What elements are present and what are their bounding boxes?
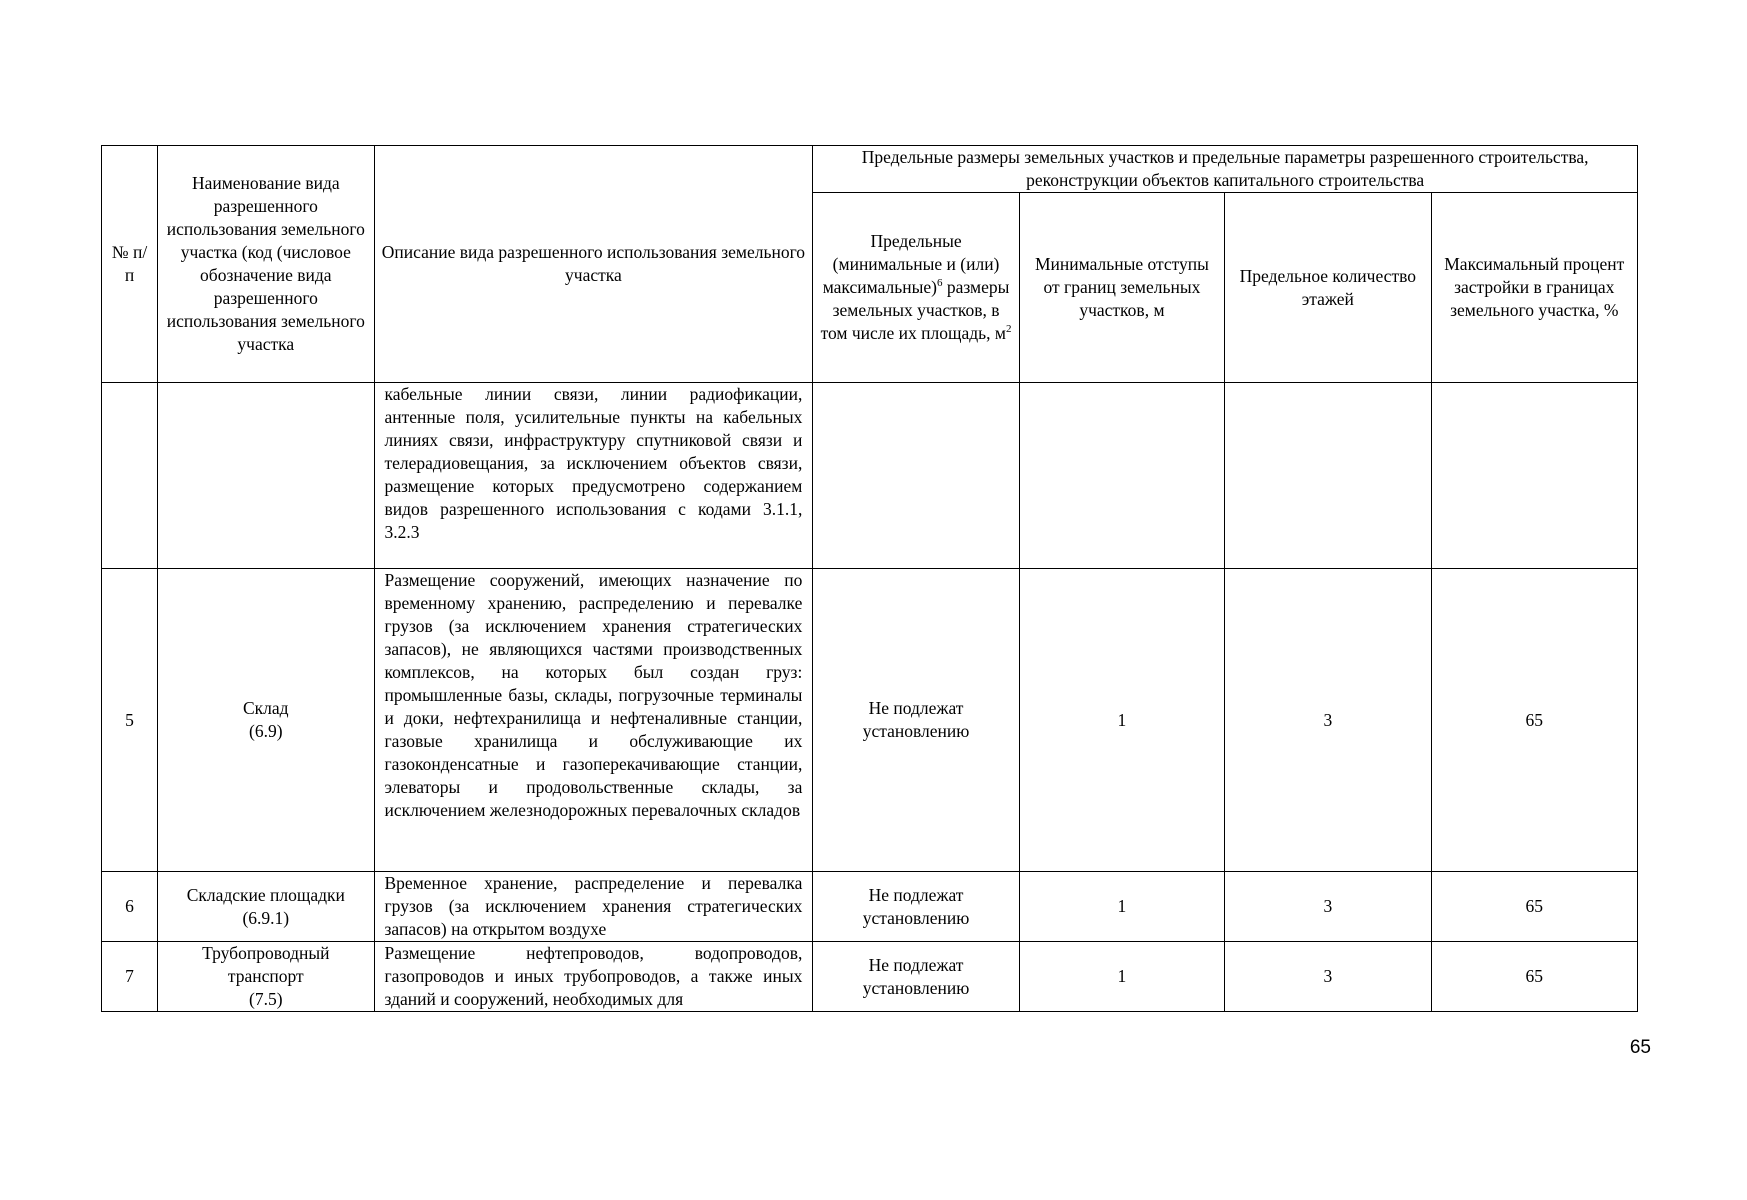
row-name bbox=[158, 872, 374, 942]
row-name bbox=[158, 383, 374, 569]
row-name bbox=[158, 569, 374, 872]
header-number: № п/п bbox=[102, 146, 158, 383]
header-size-rest: размеры земельных участков, в том числе их площадь, м bbox=[820, 277, 1010, 343]
table-row bbox=[102, 383, 1638, 569]
row-setback: 1 bbox=[1019, 872, 1224, 942]
row-description: Размещение нефтепроводов, водопроводов, газопроводов и иных трубопроводов, а также иных зданий и сооружений, необходимых для bbox=[374, 942, 813, 1012]
header-name: Наименование вида разрешенного использования земельного участка (код (числовое обозначение вида разрешенного использования земельного участка bbox=[158, 146, 374, 383]
row-name-text: Трубопроводный транспорт bbox=[202, 943, 330, 986]
row-number: 5 bbox=[102, 569, 158, 872]
row-floors: 3 bbox=[1225, 872, 1431, 942]
header-size-unit-power: 2 bbox=[1005, 323, 1012, 336]
row-setback bbox=[1019, 383, 1224, 569]
table-row bbox=[102, 872, 1638, 942]
row-number: 7 bbox=[102, 942, 158, 1012]
row-number bbox=[102, 383, 158, 569]
row-number: 6 bbox=[102, 872, 158, 942]
header-floors: Предельное количество этажей bbox=[1225, 193, 1431, 383]
row-size: Не подлежат установлению bbox=[813, 942, 1019, 1012]
header-row-top bbox=[102, 146, 1638, 193]
land-use-regulations-table bbox=[101, 145, 1638, 1012]
row-description: Размещение сооружений, имеющих назначение по временному хранению, распределению и перевалке грузов (за исключением хранения стратегических запасов), не являющихся частями производственных комплексов, на которых был создан груз: промышленные базы, склады, погрузочные терминалы и доки, нефтехранилища и нефтеналивные станции, газовые хранилища и обслуживающие их газоконденсатные и газоперекачивающие станции, элеваторы и продовольственные склады, за исключением железнодорожных перевалочных складов bbox=[374, 569, 813, 872]
row-floors: 3 bbox=[1225, 942, 1431, 1012]
table-row bbox=[102, 569, 1638, 872]
row-description: Временное хранение, распределение и перевалка грузов (за исключением хранения стратегических запасов) на открытом воздухе bbox=[374, 872, 813, 942]
row-name-text: Складские площадки bbox=[186, 884, 345, 905]
row-description: кабельные линии связи, линии радиофикации, антенные поля, усилительные пункты на кабельных линиях связи, инфраструктуру спутниковой связи и телерадиовещания, за исключением объектов связи, размещение которых предусмотрено содержанием видов разрешенного использования с кодами 3.1.1, 3.2.3 bbox=[374, 383, 813, 569]
row-floors: 3 bbox=[1225, 569, 1431, 872]
row-coverage bbox=[1431, 383, 1637, 569]
page-number: 65 bbox=[1629, 1037, 1651, 1058]
row-coverage: 65 bbox=[1431, 569, 1637, 872]
header-size-main: Предельные (минимальные и (или) максимальные) bbox=[822, 231, 1000, 297]
row-coverage: 65 bbox=[1431, 942, 1637, 1012]
row-size: Не подлежат установлению bbox=[813, 569, 1019, 872]
row-setback: 1 bbox=[1019, 942, 1224, 1012]
row-name-text: Склад bbox=[243, 698, 289, 718]
header-group-parameters: Предельные размеры земельных участков и предельные параметры разрешенного строительства, реконструкции объектов капитального строительства bbox=[813, 146, 1638, 193]
row-size bbox=[813, 383, 1019, 569]
row-code: (7.5) bbox=[249, 989, 283, 1009]
row-size: Не подлежат установлению bbox=[813, 872, 1019, 942]
row-coverage: 65 bbox=[1431, 872, 1637, 942]
row-setback: 1 bbox=[1019, 569, 1224, 872]
row-code: (6.9.1) bbox=[242, 907, 290, 928]
row-name bbox=[158, 942, 374, 1012]
row-code: (6.9) bbox=[249, 721, 283, 741]
header-size-limits bbox=[813, 193, 1019, 383]
row-floors bbox=[1225, 383, 1431, 569]
header-description: Описание вида разрешенного использования земельного участка bbox=[374, 146, 813, 383]
header-coverage: Максимальный процент застройки в границах земельного участка, % bbox=[1431, 193, 1637, 383]
header-setbacks: Минимальные отступы от границ земельных участков, м bbox=[1019, 193, 1224, 383]
table-row bbox=[102, 942, 1638, 1012]
header-size-footnote: 6 bbox=[936, 277, 943, 290]
